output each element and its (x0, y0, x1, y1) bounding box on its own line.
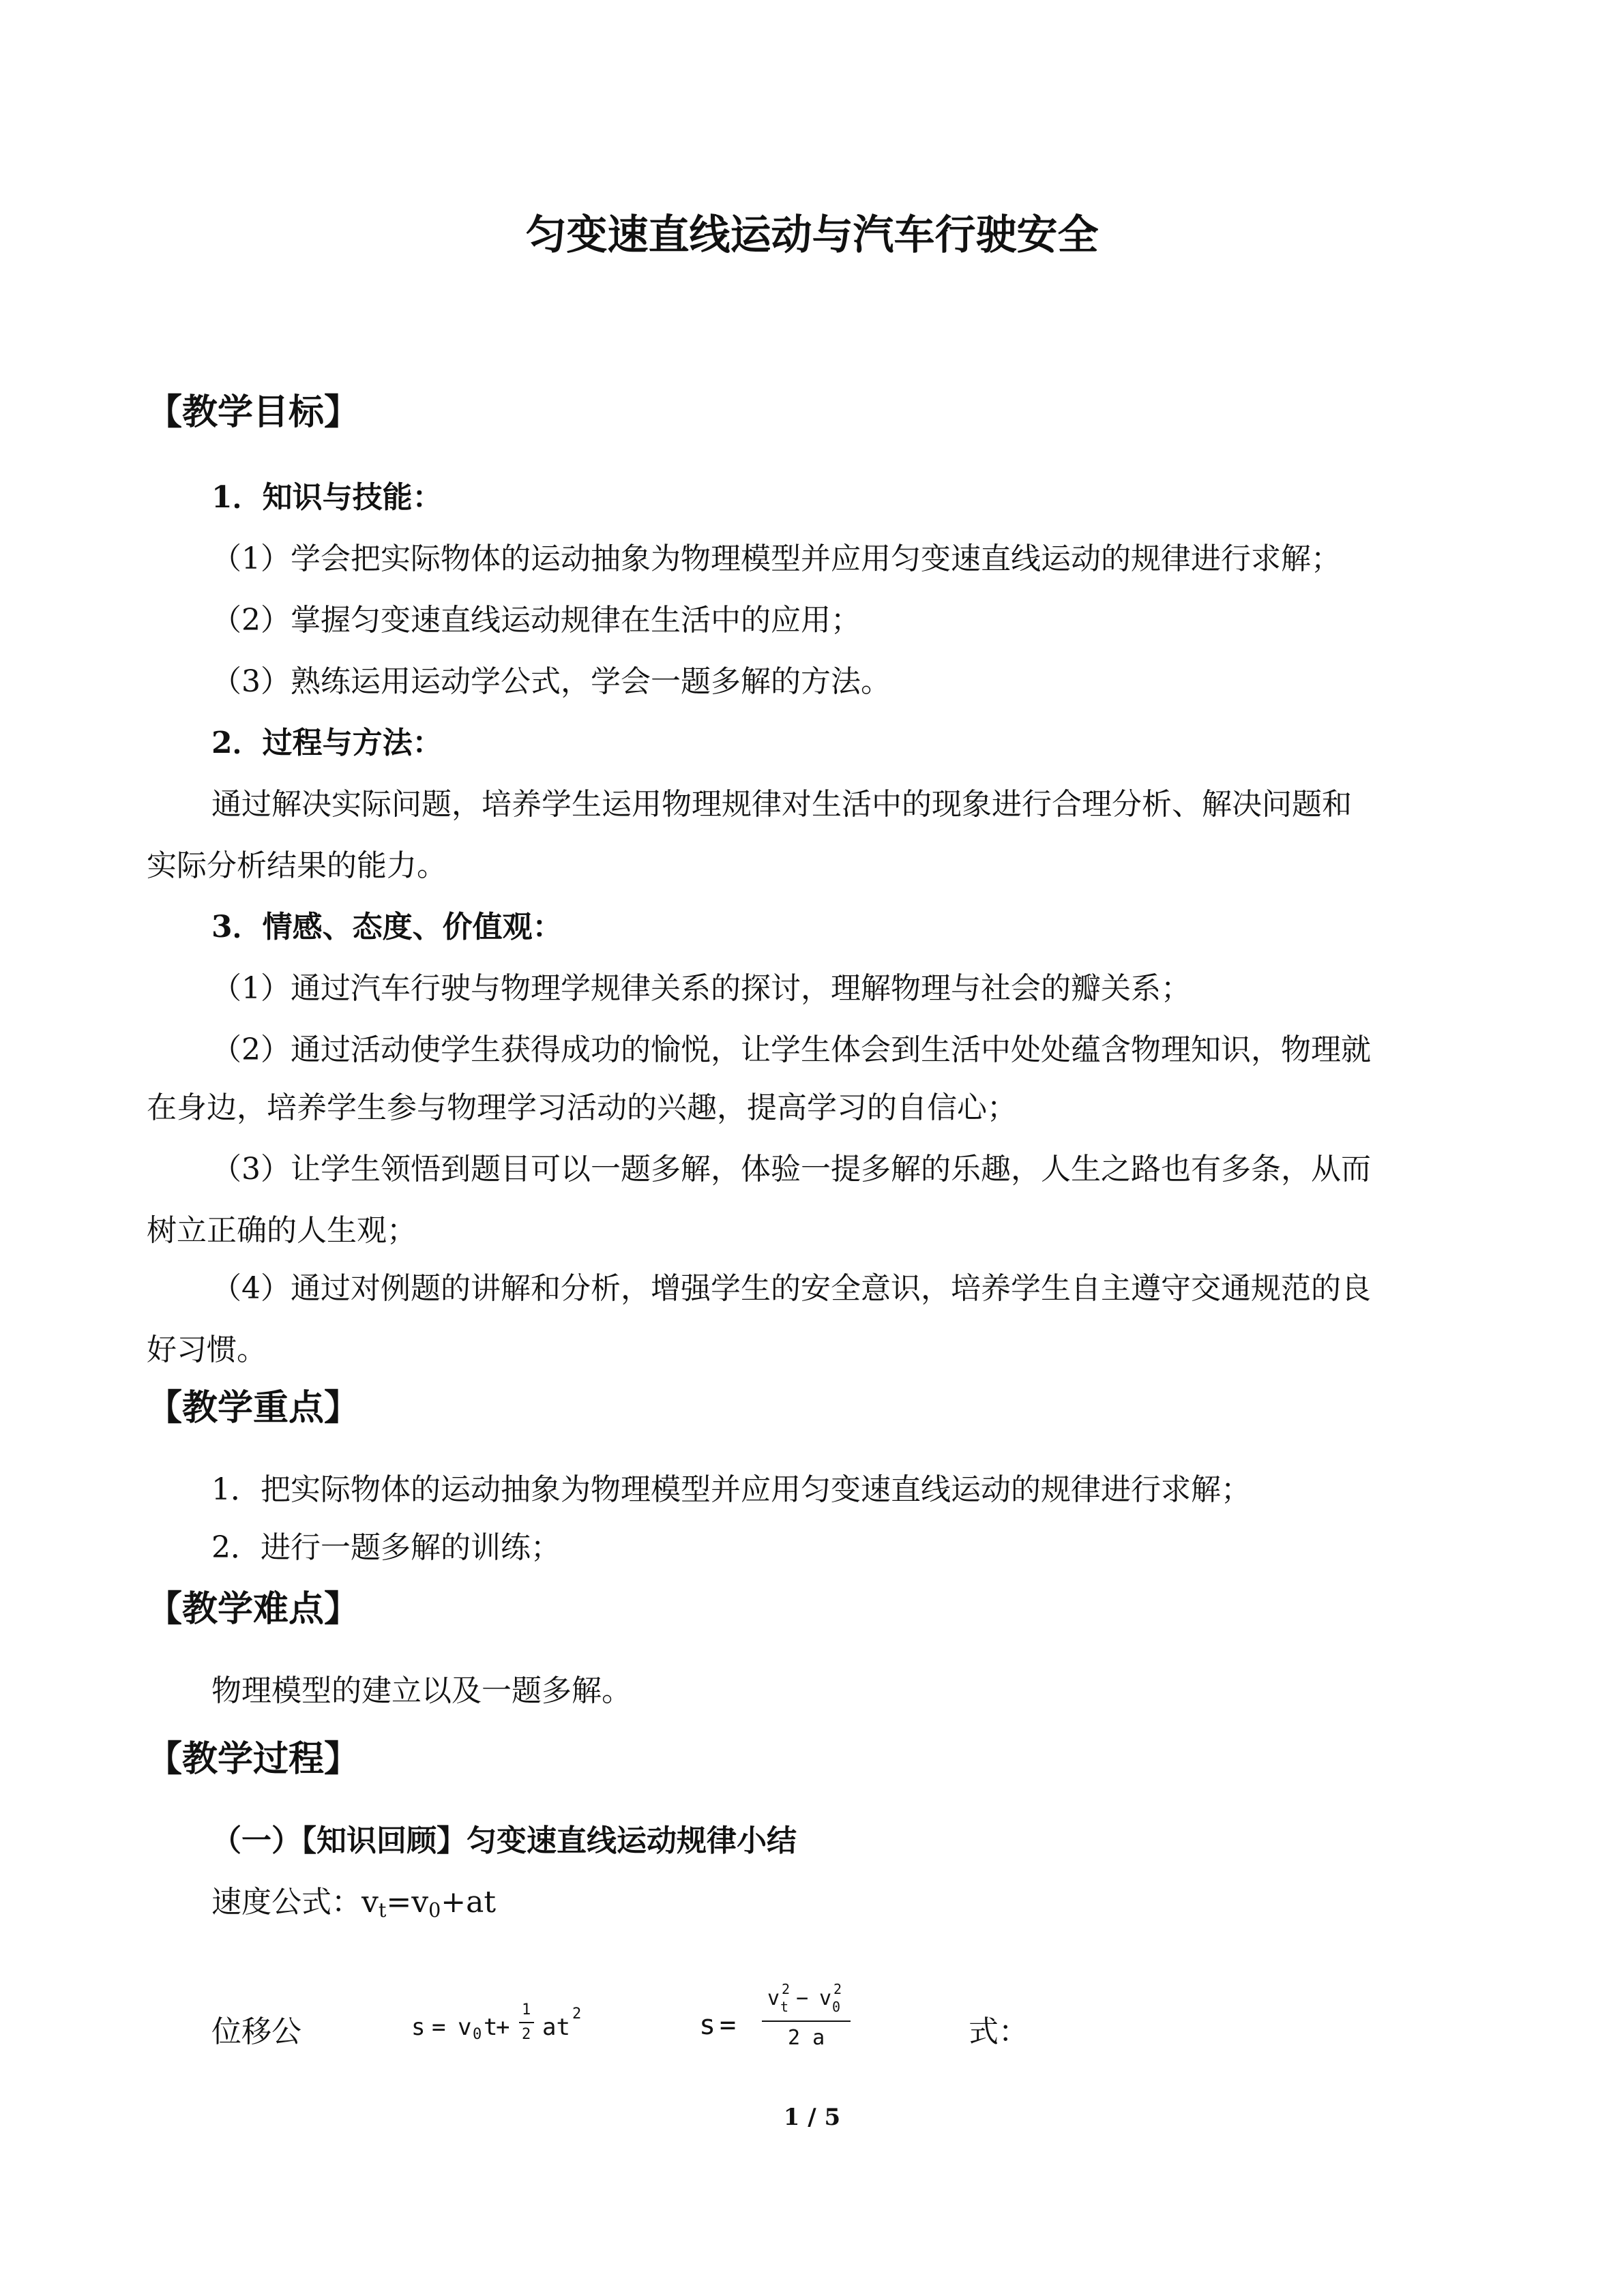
paragraph-line: 在身边，培养学生参与物理学习活动的兴趣，提高学习的自信心； (147, 1090, 1017, 1125)
key-point-item: 2．进行一题多解的训练； (211, 1530, 561, 1565)
document-title: 匀变速直线运动与汽车行驶安全 (525, 211, 1099, 259)
page-number: 1 / 5 (783, 2104, 841, 2131)
paragraph-line: （4）通过对例题的讲解和分析，增强学生的安全意识，培养学生自主遵守交通规范的良 (211, 1271, 1371, 1306)
paragraph-line: （1）通过汽车行驶与物理学规律关系的探讨，理解物理与社会的瓣关系； (211, 971, 1191, 1006)
attitude-values-title: 3．情感、态度、价值观： (211, 910, 563, 944)
knowledge-review-heading: （一）【知识回顾】匀变速直线运动规律小结 (211, 1823, 797, 1858)
process-heading: 【教学过程】 (147, 1738, 360, 1780)
displacement-formula-2: s = v t 2 − v 0 2 2 a (699, 1981, 876, 2063)
key-points-heading: 【教学重点】 (147, 1387, 360, 1429)
objective-item: （2）掌握匀变速直线运动规律在生活中的应用； (211, 603, 861, 638)
knowledge-skills-title: 1．知识与技能： (211, 480, 443, 515)
objectives-heading: 【教学目标】 (147, 391, 360, 433)
paragraph-line: 实际分析结果的能力。 (147, 848, 447, 883)
paragraph-line: 树立正确的人生观； (147, 1213, 417, 1248)
paragraph-line: 好习惯。 (147, 1332, 267, 1367)
velocity-formula-line (211, 1879, 496, 1926)
velocity-formula: $v_t=v_0+at$ (361, 1885, 497, 1922)
velocity-label: 速度公式： (211, 1885, 361, 1920)
paragraph-line: （3）让学生领悟到题目可以一题多解，体验一提多解的乐趣，人生之路也有多条，从而 (211, 1152, 1371, 1187)
paragraph-line: （2）通过活动使学生获得成功的愉悦，让学生体会到生活中处处蕴含物理知识，物理就 (211, 1032, 1371, 1067)
objective-item: （3）熟练运用运动学公式，学会一题多解的方法。 (211, 664, 891, 699)
objective-item: （1）学会把实际物体的运动抽象为物理模型并应用匀变速直线运动的规律进行求解； (211, 541, 1341, 576)
key-point-item: 1．把实际物体的运动抽象为物理模型并应用匀变速直线运动的规律进行求解； (211, 1472, 1251, 1507)
displacement-label: 位移公 (211, 2014, 301, 2049)
difficulties-text: 物理模型的建立以及一题多解。 (211, 1673, 632, 1708)
difficulties-heading: 【教学难点】 (147, 1588, 360, 1630)
paragraph-line: 通过解决实际问题，培养学生运用物理规律对生活中的现象进行合理分析、解决问题和 (211, 787, 1352, 822)
displacement-formula-1: s = v 0 t + 1 2 at 2 (411, 2001, 582, 2043)
process-method-title: 2．过程与方法： (211, 726, 443, 760)
displacement-suffix: 式： (969, 2014, 1029, 2049)
